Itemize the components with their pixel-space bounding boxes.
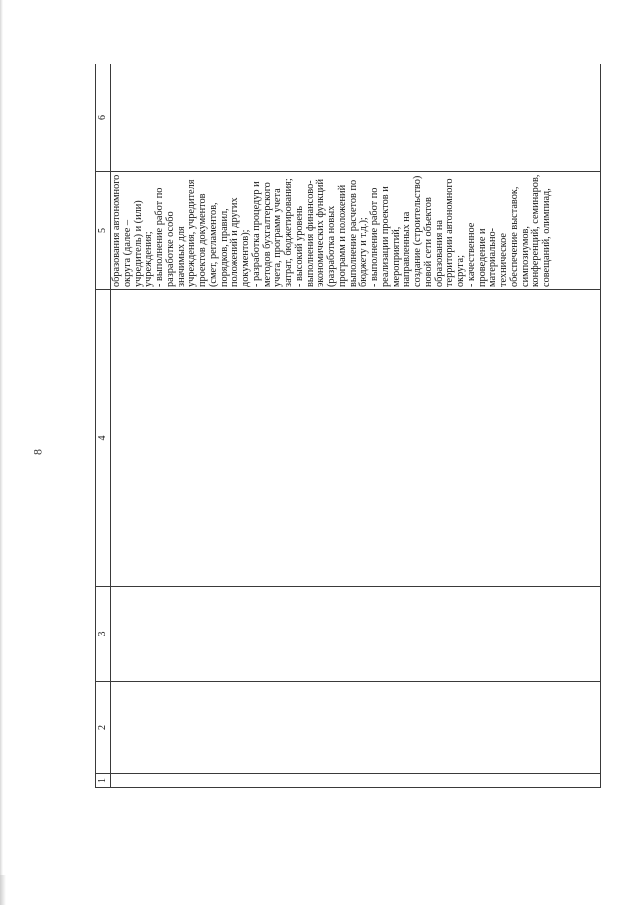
scan-edge-shadow [0,0,3,905]
page-number: 8 [30,449,45,455]
cell-col2-text [111,682,599,773]
cell-col3 [111,587,601,682]
cell-col6-text [111,64,599,171]
table-content [95,64,601,788]
rotated-table-frame [95,64,601,788]
cell-col4-text [111,290,599,586]
cell-col5-text: образования автономного округа (далее – учредитель) и (или) учреждения; - выполнение работ по разработке особо значимых для учреждения, учредителя проектов документов (смет, регламентов, порядков, правил, положений и других документов); - разработка процедур и методов бухгалтерского учета, программ учета затрат, бюджетирования; - высокий уровень выполнения финансово- экономических функций (разработка новых программ и положений выполнение расчетов по бюджету и т.д.); - выполнение работ по реализации проектов и мероприятий, направленных на создание (строительство) новой сети объектов образования на территории автономного округа; - качественное проведение и материально-техническое обеспечение выставок, симпозиумов, конференций, семинаров, совещаний, олимпиад, [111,174,552,287]
cell-col6 [111,64,601,172]
column-header-1: 1 [96,774,111,788]
column-header-5: 5 [96,172,111,290]
column-header-2: 2 [96,682,111,774]
cell-col1-text [111,774,599,787]
cell-col3-text [111,587,599,681]
cell-col2 [111,682,601,774]
document-table [95,64,601,788]
scan-edge-shadow-bottom [0,875,6,905]
table-row [111,64,601,788]
column-header-6: 6 [96,64,111,172]
cell-col5 [111,172,601,290]
cell-col4 [111,290,601,587]
column-header-4: 4 [96,290,111,587]
cell-col1 [111,774,601,788]
table-header-row [96,64,111,788]
column-header-3: 3 [96,587,111,682]
